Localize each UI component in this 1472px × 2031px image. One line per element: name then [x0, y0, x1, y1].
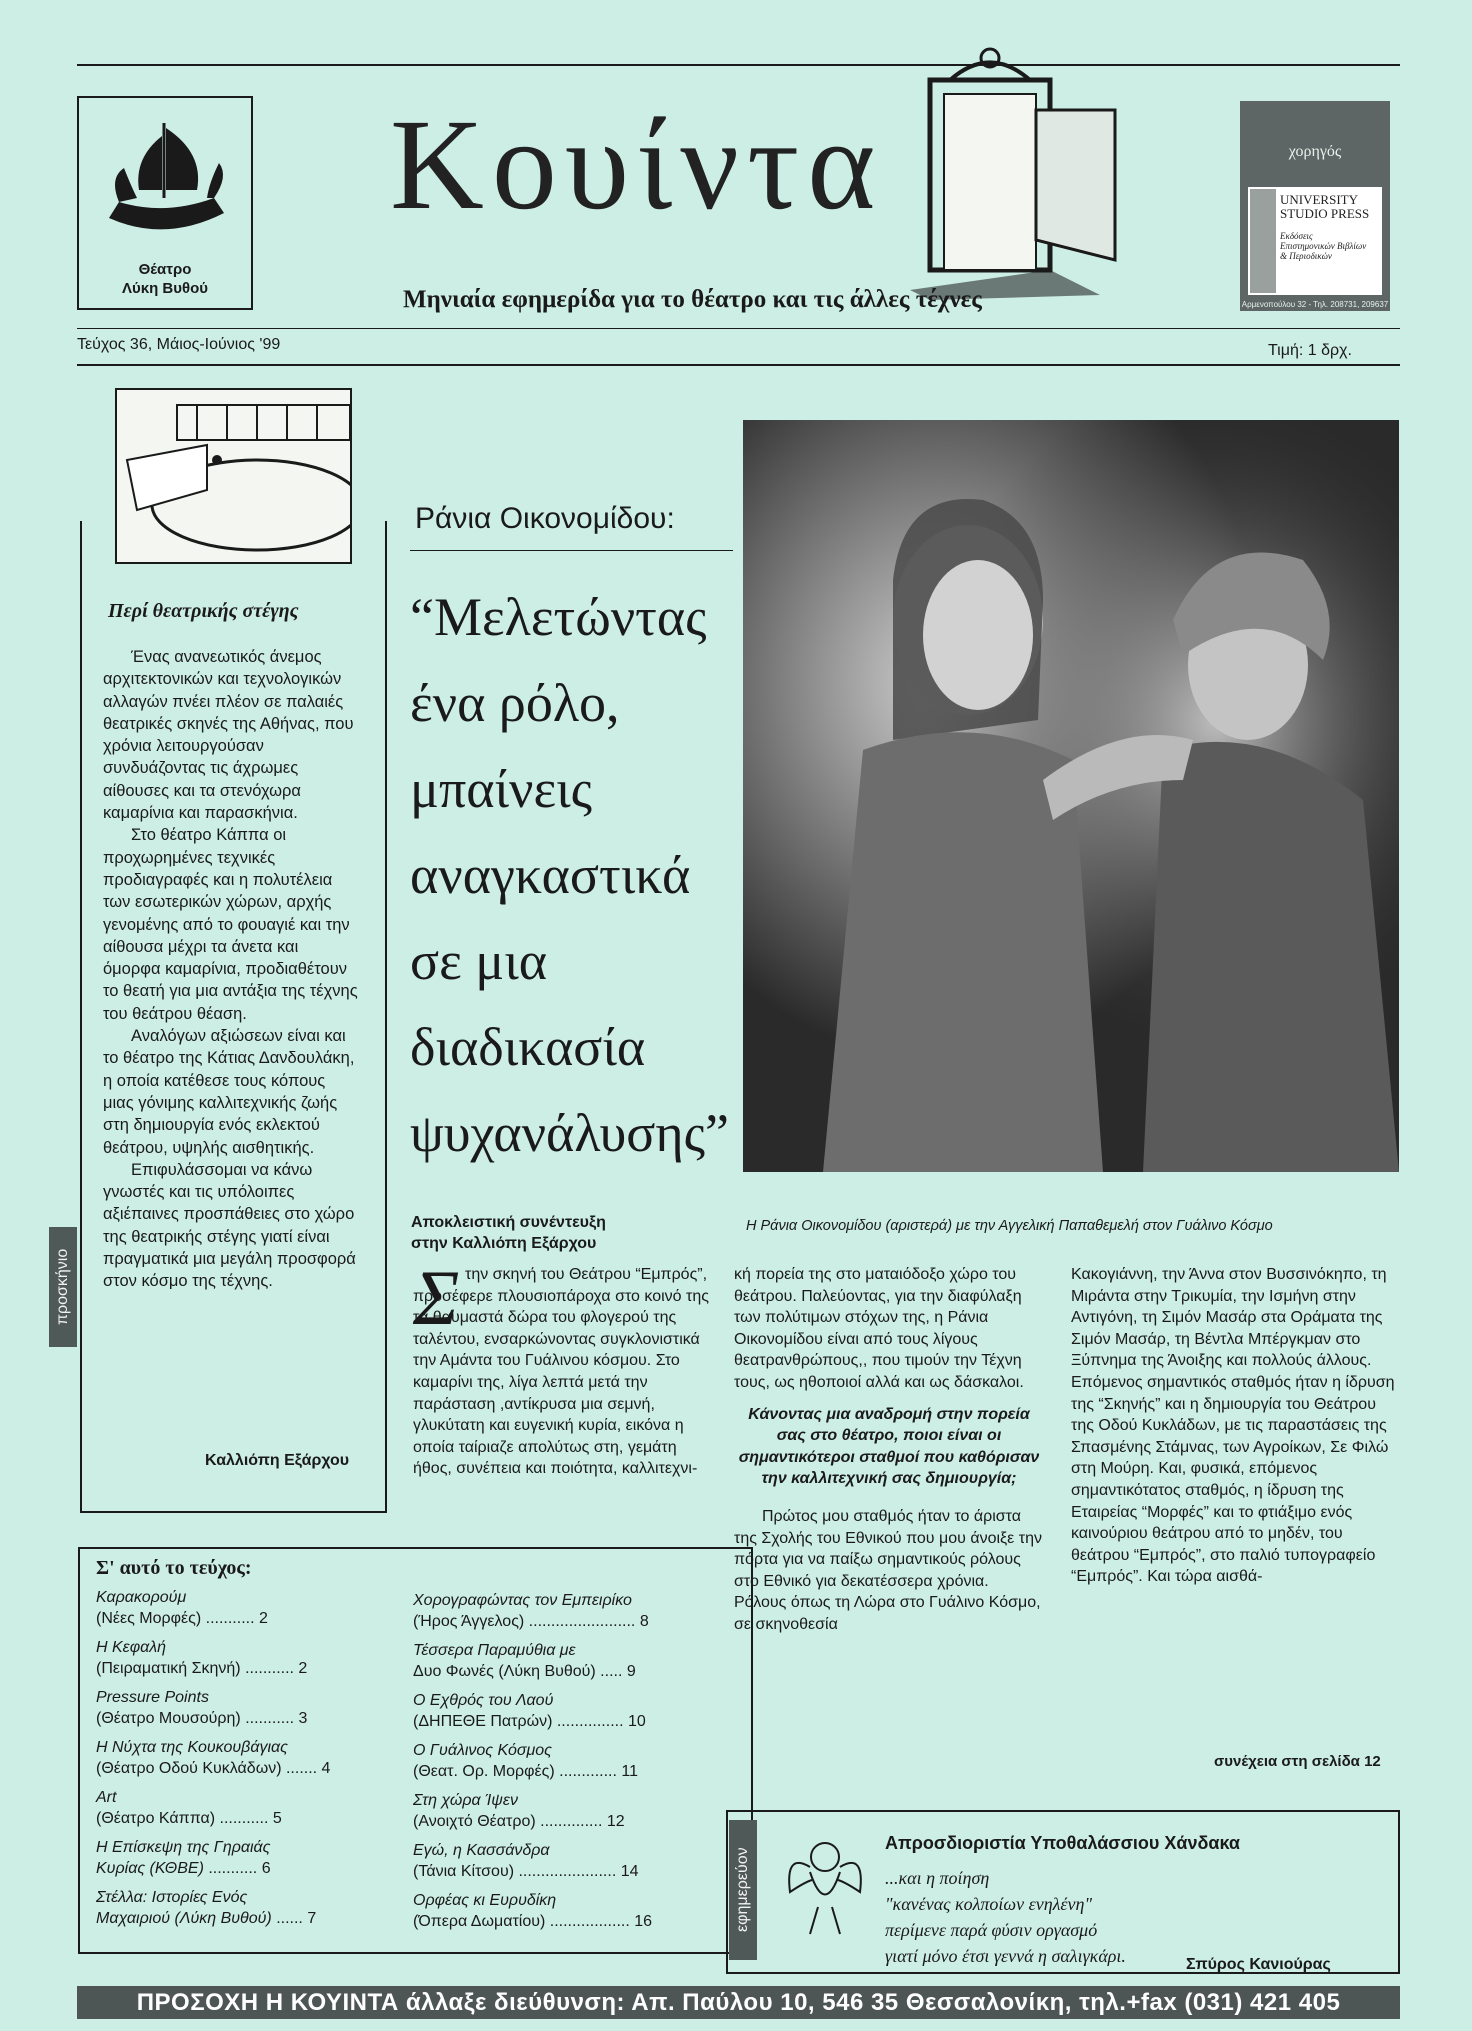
sponsor-name-line2: STUDIO PRESS [1280, 206, 1370, 221]
toc-item-title: Στέλλα: Ιστορίες Ενός [96, 1889, 248, 1906]
interview-col1-text: την σκηνή του Θεάτρου “Εμπρός”, προσέφερε πλουσιοπάροχα στο κοινό της τα θαυμαστά δώρα του φλογερού της ταλέντου, ενσαρκώνοντας συγκλονιστικά την Αμάντα του Γυάλινου κόσμου. Στο καμαρίνι της, λίγα λεπτά μετά την παράσταση ,αντίκρυσα μια σεμνή, γλυκύτατη και ευγενική κυρία, εικόνα η οποία ταίριαζε απολύτως στη, γεμάτη ήθος, συνέπεια και ποιότητα, καλλιτεχνι- [413, 1266, 709, 1478]
interview-col2-text-a: κή πορεία της στο ματαιόδοξο χώρο του θεάτρου. Παλεύοντας, για την διαφύλαξη των πολύτιμων στόχων της, η Ράνια Οικονομίδου είναι από τους λίγους θεατρανθρώπους,, που τιμούν την Τέχνη τους, ως ηθοποιοί αλλά και ως δάσκαλοι. [734, 1266, 1024, 1391]
toc-item-page: 10 [627, 1713, 646, 1730]
sidebar-paragraph: Επιφυλάσσομαι να κάνω γνωστές και τις υπόλοιπες αξιέπαινες προσπάθειες στο χώρο της θεατρικής στέγης γιατί είναι πραγματικά μια μεγάλη προσφορά στον κόσμο της τέχνης. [103, 1160, 356, 1291]
toc-item[interactable]: Στέλλα: Ιστορίες Ενός Μαχαιριού (Λύκη Βυθού) ...... 7 [96, 1887, 346, 1929]
toc-item-sub: Μαχαιριού (Λύκη Βυθού) [96, 1910, 272, 1927]
toc-item-title: Η Κεφαλή [96, 1639, 167, 1656]
sponsor-address: Αρμενοπούλου 32 - Τηλ. 208731, 209637 [1241, 300, 1389, 309]
toc-item[interactable]: Εγώ, η Κασσάνδρα (Τάνια Κίτσου) ...................... 14 [413, 1840, 703, 1882]
toc-item[interactable]: Τέσσερα Παραμύθια με Δυο Φωνές (Λύκη Βυθού) ..... 9 [413, 1640, 703, 1682]
toc-item-title: Η Επίσκεψη της Γηραιάς [96, 1839, 271, 1856]
toc-item[interactable]: Η Νύχτα της Κουκουβάγιας (Θέατρο Οδού Κυκλάδων) ....... 4 [96, 1737, 346, 1779]
sidebar-text [103, 646, 358, 1293]
issue-price: Τιμή: 1 δρχ. [1268, 342, 1352, 359]
sponsor-sub-line2: Επιστημονικών Βιβλίων [1280, 241, 1367, 251]
ad-author: Σπύρος Κανιούρας [1186, 1956, 1331, 1973]
poem-line: "κανένας κολποίων ενηλένη" [885, 1894, 1092, 1914]
interview-column-2 [734, 1264, 1044, 1636]
sponsor-ad [1248, 187, 1382, 295]
cherub-icon [780, 1822, 870, 1942]
toc-item-sub: Κυρίας (ΚΘΒΕ) [96, 1860, 204, 1877]
sidebar-paragraph: Αναλόγων αξιώσεων είναι και το θέατρο της Κάτιας Δανδουλάκη, η οποία κατέθεσε τους κόπους μιας γόνιμης καλλιτεχνικής ζωής στη δημιουργία ενός εκλεκτού θεάτρου, υψηλής αισθητικής. [103, 1027, 355, 1157]
poem-line: ...και η ποίηση [885, 1868, 990, 1888]
toc-heading: Σ' αυτό το τεύχος: [96, 1557, 252, 1579]
top-rule [77, 64, 1400, 66]
interview-column-1 [413, 1254, 719, 1480]
toc-item-page: 12 [606, 1813, 625, 1830]
toc-item-sub: (Θέατρο Οδού Κυκλάδων) [96, 1760, 282, 1777]
toc-item-sub: (Πειραματική Σκηνή) [96, 1660, 241, 1677]
quote-line: μπαίνεις [410, 759, 593, 819]
sponsor-sub-line3: & Περιοδικών [1280, 251, 1332, 261]
interview-quote [410, 574, 750, 1176]
toc-item-sub: (Ήρος Άγγελος) [413, 1613, 525, 1630]
section-label-efimerevon: εφημερεύον [729, 1820, 757, 1960]
toc-list-right [413, 1590, 703, 1940]
toc-item[interactable]: Στη χώρα Ίψεν (Ανοιχτό Θέατρο) .............. 12 [413, 1790, 703, 1832]
interview-question: Κάνοντας μια αναδρομή στην πορεία σας στο θέατρο, ποιοι είναι οι σημαντικότεροι σταθμοί που καθόρισαν την καλλιτεχνική σας δημιουργία; [738, 1405, 1040, 1488]
theatre-stage-illustration [115, 388, 352, 564]
sidebar-heading: Περί θεατρικής στέγης [108, 600, 299, 622]
interview-col2-text-b: Πρώτος μου σταθμός ήταν το άριστα της Σχολής του Εθνικού που μου άνοιξε την πόρτα για να παίξω σημαντικούς ρόλους στο Εθνικό για δεκατέσσερα χρόνια. Ρόλους όπως τη Λώρα στο Γυάλινο Κόσμο, σε σκηνοθεσία [734, 1507, 1042, 1633]
exclusive-credit [411, 1212, 606, 1254]
interview-kicker: Ράνια Οικονομίδου: [415, 502, 675, 535]
toc-item-page: 5 [272, 1810, 282, 1827]
toc-item-sub: (Θέατρο Κάππα) [96, 1810, 216, 1827]
sidebar-author: Καλλιόπη Εξάρχου [205, 1452, 350, 1469]
stage-sketch-icon [117, 390, 350, 562]
sponsor-sub-line1: Εκδόσεις [1280, 231, 1313, 241]
quote-line: “Μελετώντας [410, 587, 707, 647]
theatre-logo-box [77, 96, 253, 310]
toc-item-sub: (Νέες Μορφές) [96, 1610, 202, 1627]
toc-item[interactable]: Καρακορούμ (Νέες Μορφές) ........... 2 [96, 1587, 346, 1629]
toc-item[interactable]: Art (Θέατρο Κάππα) ........... 5 [96, 1787, 346, 1829]
toc-item-title: Χορογραφώντας τον Εμπειρίκο [413, 1592, 632, 1609]
toc-item-sub: (ΔΗΠΕΘΕ Πατρών) [413, 1713, 553, 1730]
sidebar-paragraph: Στο θέατρο Κάππα οι προχωρημένες τεχνικές προδιαγραφές και η πολυτέλεια των εσωτερικών χώρων, αρχής γενομένης από το φουαγιέ και την αίθουσα μέχρι τα άνετα και όμορφα καμαρίνια, προδιαθέτουν το θεατή για μια αντάξια της τέχνης του θεάτρου θέαση. [103, 826, 358, 1023]
sponsor-label: χορηγός [1288, 143, 1342, 160]
quote-line: αναγκαστικά [410, 845, 691, 905]
masthead-rule [77, 328, 1400, 329]
toc-item-title: Art [96, 1789, 117, 1806]
interview-photo [743, 420, 1399, 1172]
toc-item[interactable]: Η Επίσκεψη της Γηραιάς Κυρίας (ΚΘΒΕ) ........... 6 [96, 1837, 346, 1879]
exclusive-line1: Αποκλειστική συνέντευξη [411, 1214, 606, 1231]
toc-item[interactable]: Ο Γυάλινος Κόσμος (Θεατ. Ορ. Μορφές) ............. 11 [413, 1740, 703, 1782]
toc-item-title: Η Νύχτα της Κουκουβάγιας [96, 1739, 288, 1756]
quote-line: διαδικασία [410, 1017, 646, 1077]
section-label-proskinio: προσκήνιο [49, 1227, 77, 1347]
toc-item-page: 11 [621, 1763, 638, 1780]
quote-line: ένα ρόλο, [410, 673, 620, 733]
ship-logo-icon [79, 98, 251, 248]
toc-item-title: Εγώ, η Κασσάνδρα [413, 1842, 550, 1859]
issue-rule [77, 364, 1400, 366]
sponsor-name-line1: UNIVERSITY [1280, 192, 1358, 207]
toc-item-title: Ορφέας κι Ευρυδίκη [413, 1892, 557, 1909]
toc-item-sub: (Ανοιχτό Θέατρο) [413, 1813, 536, 1830]
sponsor-pattern [1250, 189, 1276, 293]
sponsor-box [1240, 101, 1390, 311]
toc-item-page: 6 [261, 1860, 271, 1877]
toc-item-title: Pressure Points [96, 1689, 209, 1706]
dropcap: Σ [413, 1254, 460, 1341]
address-change-banner: ΠΡΟΣΟΧΗ Η ΚΟΥΙΝΤΑ άλλαξε διεύθυνση: Απ. Παύλου 10, 546 35 Θεσσαλονίκη, τηλ.+fax (031) 421 405 [77, 1986, 1400, 2019]
toc-item-page: 7 [307, 1910, 317, 1927]
exclusive-line2: στην Καλλιόπη Εξάρχου [411, 1235, 597, 1252]
actresses-photo [743, 420, 1399, 1172]
toc-item-page: 4 [321, 1760, 331, 1777]
toc-item-sub: (Θεατ. Ορ. Μορφές) [413, 1763, 555, 1780]
poem-line: περίμενε παρά φύσιν οργασμό [885, 1920, 1098, 1940]
logo-caption-line2: Λύκη Βυθού [122, 280, 208, 297]
newspaper-title: Κουίντα [390, 93, 884, 237]
toc-item-title: Τέσσερα Παραμύθια με [413, 1642, 576, 1659]
ad-title: Απροσδιοριστία Υποθαλάσσιου Χάνδακα [885, 1833, 1240, 1853]
toc-item-page: 9 [626, 1663, 636, 1680]
toc-item-sub: Δυο Φωνές (Λύκη Βυθού) [413, 1663, 596, 1680]
toc-item-page: 3 [298, 1710, 308, 1727]
photo-caption: Η Ράνια Οικονομίδου (αριστερά) με την Αγγελική Παπαθεμελή στον Γυάλινο Κόσμο [746, 1218, 1273, 1234]
toc-item-page: 2 [298, 1660, 308, 1677]
toc-item-page: 8 [639, 1613, 649, 1630]
toc-item-sub: (Όπερα Δωματίου) [413, 1913, 546, 1930]
stage-doorway-illustration [910, 40, 1130, 300]
interview-column-3 [1071, 1264, 1396, 1588]
toc-item-title: Ο Εχθρός του Λαού [413, 1692, 554, 1709]
continued-note[interactable]: συνέχεια στη σελίδα 12 [1214, 1753, 1381, 1770]
toc-item-sub: (Τάνια Κίτσου) [413, 1863, 515, 1880]
toc-item[interactable]: Pressure Points (Θέατρο Μουσούρη) ........... 3 [96, 1687, 346, 1729]
quote-line: σε μια [410, 931, 548, 991]
poem-line: γιατί μόνο έτσι γεννά η σαλιγκάρι. [885, 1946, 1126, 1966]
kicker-rule [410, 550, 733, 551]
toc-item[interactable]: Ορφέας κι Ευρυδίκη (Όπερα Δωματίου) .................. 16 [413, 1890, 703, 1932]
sidebar-paragraph: Ένας ανανεωτικός άνεμος αρχιτεκτονικών και τεχνολογικών αλλαγών πνέει πλέον σε παλαιές θεατρικές σκηνές της Αθήνας, που χρόνια λειτουργούσαν συνδυάζοντας τις άχρωμες αίθουσες και τα στενόχωρα καμαρίνια και παρασκήνια. [103, 648, 354, 823]
toc-item-sub: (Θέατρο Μουσούρη) [96, 1710, 241, 1727]
toc-item-title: Στη χώρα Ίψεν [413, 1792, 518, 1809]
tagline: Μηνιαία εφημερίδα για το θέατρο και τις άλλες τέχνες [403, 286, 982, 313]
toc-item[interactable]: Η Κεφαλή (Πειραματική Σκηνή) ........... 2 [96, 1637, 346, 1679]
logo-caption-line1: Θέατρο [138, 261, 192, 278]
toc-item[interactable]: Ο Εχθρός του Λαού (ΔΗΠΕΘΕ Πατρών) ............... 10 [413, 1690, 703, 1732]
toc-item-title: Ο Γυάλινος Κόσμος [413, 1742, 552, 1759]
toc-item[interactable]: Χορογραφώντας τον Εμπειρίκο (Ήρος Άγγελος) ........................ 8 [413, 1590, 703, 1632]
ad-poem [885, 1865, 1126, 1969]
issue-number: Τεύχος 36, Μάιος-Ιούνιος '99 [77, 336, 281, 353]
toc-item-page: 14 [620, 1863, 639, 1880]
toc-item-page: 2 [258, 1610, 268, 1627]
toc-list-left [96, 1587, 346, 1937]
interview-col3-text: Κακογιάννη, την Άννα στον Βυσσινόκηπο, τη Μιράντα στην Τρικυμία, την Ισμήνη στην Αντιγόνη, τη Σιμόν Μασάρ στα Οράματα της Σιμόν Μασάρ, τη Βέντλα Μπέργκμαν στο Ξύπνημα της Άνοιξης και πολλούς άλλους. Επόμενος σημαντικός σταθμός ήταν η ίδρυση της “Σκηνής” και η δημιουργία του Θεάτρου της Οδού Κυκλάδων, με τις παραστάσεις της Σπασμένης Στάμνας, των Αγροίκων, Σε Φιλώ στη Μούρη. Και, φυσικά, επόμενος σημαντικότατος σταθμός, η ίδρυση της Εταιρείας “Μορφές” και το φτιάξιμο ενός καινούριου θεάτρου από το μηδέν, του θεάτρου “Εμπρός”, στο παλιό τυπογραφείο “Εμπρός”. Και τώρα αισθά- [1071, 1266, 1395, 1586]
toc-item-page: 16 [634, 1913, 653, 1930]
toc-item-title: Καρακορούμ [96, 1589, 187, 1606]
quote-line: ψυχανάλυσης” [410, 1103, 729, 1163]
